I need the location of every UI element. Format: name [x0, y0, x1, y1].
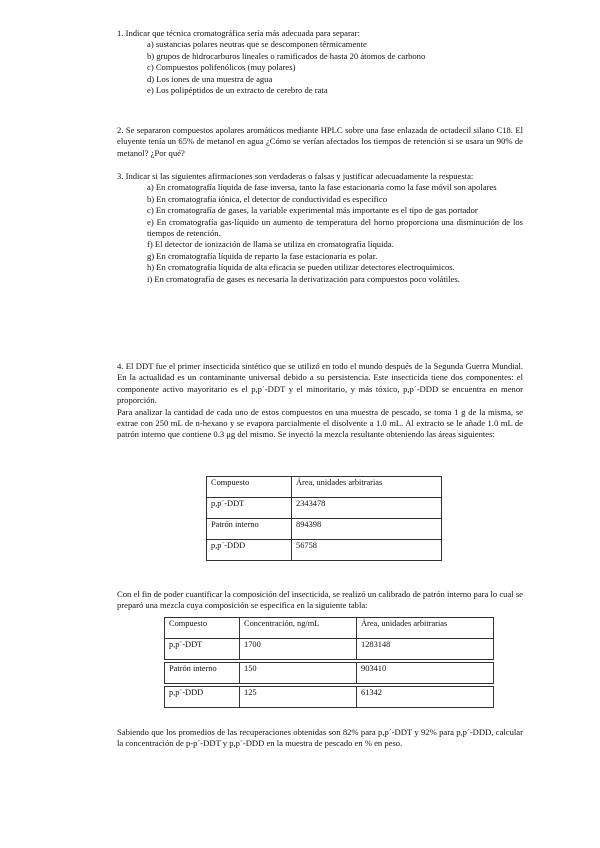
table-header-cell: Compuesto	[165, 618, 240, 639]
table-header-cell: Área, unidades arbitrarias	[292, 477, 442, 498]
table-cell: Patrón interno	[165, 663, 240, 684]
question-4-final-text: Sabiendo que los promedios de las recuperaciones obtenidas son 82% para p,p´-DDT y 92% para p,p´-DDD, calcular la concentración de p-p´-DDT y p,p´-DDD en la muestra de pescado en % en peso.	[117, 727, 523, 749]
table-row	[165, 663, 494, 684]
table-cell: Patrón interno	[207, 519, 292, 540]
statement-f: f) El detector de ionización de llama se utiliza en cromatografía líquida.	[147, 239, 394, 250]
question-1-stem: 1. Indicar que técnica cromatográfica sería más adecuada para separar:	[117, 28, 360, 38]
statement-h: h) En cromatografía líquida de alta eficacia se pueden utilizar detectores electroquímicos.	[147, 262, 455, 273]
option-b: b) grupos de hidrocarburos lineales o ramificados de hasta 20 átomos de carbono	[147, 50, 426, 61]
areas-table	[206, 476, 442, 561]
statement-g: g) En cromatografía líquida de reparto la fase estacionaria es polar.	[147, 250, 378, 261]
table-cell: 125	[240, 687, 357, 708]
option-c: c) Compuestos polifenólicos (muy polares)	[147, 62, 296, 73]
table-cell: p,p´-DDT	[207, 498, 292, 519]
table-header-row	[207, 477, 442, 498]
table-header-cell: Área, unidades arbitrarias	[357, 618, 494, 639]
statement-b: b) En cromatografía iónica, el detector de conductividad es específico	[147, 193, 388, 204]
table-cell: p,p´-DDD	[165, 687, 240, 708]
option-d: d) Los iones de una muestra de agua	[147, 73, 273, 84]
table-cell: 61342	[357, 687, 494, 708]
table-row	[207, 540, 442, 561]
table-header-cell: Concentración, ng/mL	[240, 618, 357, 639]
question-4-final	[117, 727, 523, 750]
question-2	[117, 125, 523, 159]
option-e: e) Los polipéptidos de un extracto de cerebro de rata	[147, 85, 328, 96]
table-row	[165, 687, 494, 708]
table-cell: 903410	[357, 663, 494, 684]
table-cell: p,p´-DDD	[207, 540, 292, 561]
table-row	[207, 519, 442, 540]
table-row	[207, 498, 442, 519]
question-2-text: 2. Se separaron compuestos apolares aromáticos mediante HPLC sobre una fase enlazada de octadecil silano C18. El eluyente tenía un 65% de metanol en agua ¿Cómo se verían afectados los tiempos de retención si se usara un 90% de metanol? ¿Por qué?	[117, 125, 523, 158]
statement-a: a) En cromatografía líquida de fase inversa, tanto la fase estacionaria como la fase móvil son apolares	[147, 182, 497, 193]
table-header-row	[165, 618, 494, 639]
question-3-options	[117, 182, 523, 285]
table-cell: 56758	[292, 540, 442, 561]
calibration-table	[164, 617, 494, 708]
question-4	[117, 361, 523, 441]
table-cell: p,p´-DDT	[165, 639, 240, 660]
question-3-stem: 3. Indicar si las siguientes afirmaciones son verdaderas o falsas y justificar adecuadamente la respuesta:	[117, 171, 474, 181]
table-cell: 894398	[292, 519, 442, 540]
question-1-options	[117, 39, 523, 96]
table-cell: 1283148	[357, 639, 494, 660]
table-cell: 2343478	[292, 498, 442, 519]
option-a: a) sustancias polares neutras que se descomponen térmicamente	[147, 39, 367, 50]
table-cell: 150	[240, 663, 357, 684]
table-cell: 1700	[240, 639, 357, 660]
question-1	[117, 28, 523, 96]
question-4-calibration-text: Con el fin de poder cuantificar la composición del insecticida, se realizó un calibrado de patrón interno para lo cual se preparó una mezcla cuya composición se especifica en la siguiente tabla:	[117, 589, 523, 611]
question-3	[117, 171, 523, 285]
question-4-calibration	[117, 589, 523, 612]
question-4-procedure: Para analizar la cantidad de cada uno de estos compuestos en una muestra de pescado, se toma 1 g de la misma, se extrae con 250 mL de n-hexano y se evapora parcialmente el disolvente a 1.0 mL. Al extracto se le añade 1.0 mL de patrón interno que contiene 0.3 μg del mismo. Se inyectó la mezcla resultante obteniendo las áreas siguientes:	[117, 406, 523, 440]
statement-c: c) En cromatografía de gases, la variable experimental más importante es el tipo de gas portador	[147, 205, 478, 216]
table-row	[165, 639, 494, 660]
question-4-intro: 4. El DDT fue el primer insecticida sintético que se utilizó en todo el mundo después de la Segunda Guerra Mundial. En la actualidad es un contaminante universal debido a su persistencia. Este insecticida tiene dos componentes: el componente activo mayoritario es el p,p´-DDT y el minoritario, y más tóxico, p,p´-DDD se encuentra en menor proporción.	[117, 361, 523, 406]
table-header-cell: Compuesto	[207, 477, 292, 498]
statement-e: e) En cromatografía gas-líquido un aumento de temperatura del horno proporciona una disminución de los tiempos de retención.	[147, 216, 523, 239]
statement-i: i) En cromatografía de gases es necesaria la derivatización para compuestos poco volátiles.	[147, 273, 460, 284]
